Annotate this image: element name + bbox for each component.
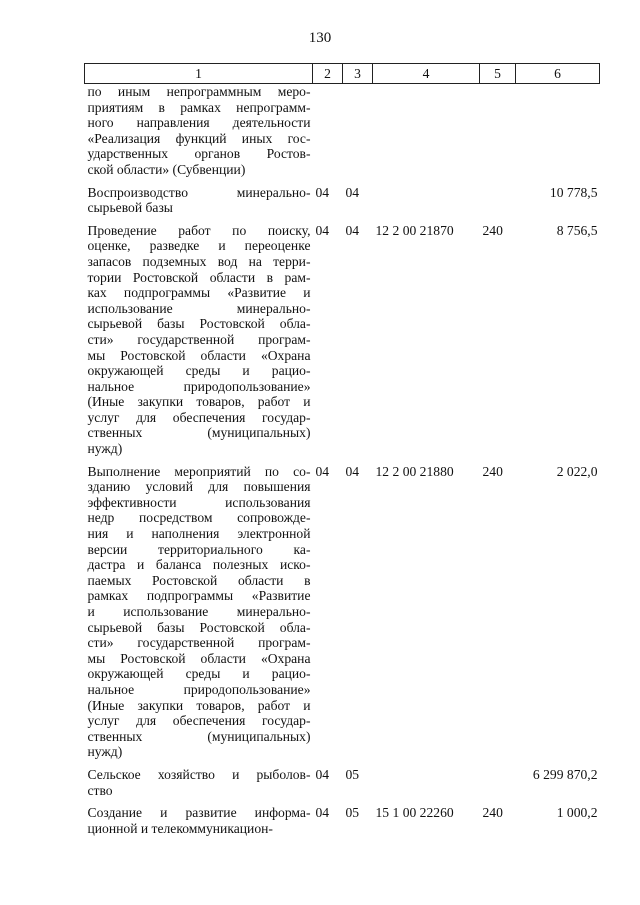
name-line: сырьевой базы Ростовской обла- (87, 619, 311, 635)
expense-type-cell: 240 (482, 463, 503, 479)
name-line: ударственных органов Ростов- (87, 146, 311, 162)
amount-cell (516, 84, 600, 185)
name-line: ках подпрограммы «Развитие и (87, 285, 311, 301)
section-cell: 04 (315, 766, 330, 782)
name-cell (85, 223, 313, 464)
expense-type-cell (480, 767, 516, 805)
name-line: ного направления деятельности (87, 115, 311, 131)
section-cell: 04 (315, 463, 330, 479)
target-article-cell (373, 185, 480, 223)
name-line: паемых Ростовской области в (87, 572, 311, 588)
table-row (85, 464, 600, 767)
name-line: мы Ростовской области «Охрана (87, 650, 311, 666)
subsection-cell: 05 (345, 805, 360, 821)
subsection-cell: 04 (345, 463, 360, 479)
subsection-cell: 04 (345, 184, 360, 200)
budget-table (84, 63, 600, 843)
name-line: (Иные закупки товаров, работ и (87, 697, 311, 713)
name-line: использование минерально- (87, 300, 311, 316)
name-line: сырьевой базы (87, 200, 173, 216)
name-line: Создание и развитие информа- (87, 805, 311, 821)
expense-type-cell (480, 185, 516, 223)
target-article-cell (373, 767, 480, 805)
name-line: по иным непрограммным меро- (87, 84, 311, 99)
table-row (85, 805, 600, 843)
name-line: Сельское хозяйство и рыболов- (87, 766, 311, 782)
amount-cell: 8 756,5 (556, 222, 598, 238)
table-body (85, 84, 600, 844)
expense-type-cell: 240 (482, 805, 503, 821)
name-line: «Реализация функций иных гос- (87, 130, 311, 146)
header-col-amount: 6 (516, 64, 600, 84)
name-line: Выполнение мероприятий по со- (87, 463, 311, 479)
name-line: ской области» (Субвенции) (87, 161, 246, 177)
amount-cell: 10 778,5 (549, 184, 598, 200)
name-line: и использование минерально- (87, 604, 311, 619)
header-col-target-article: 4 (373, 64, 480, 84)
name-line: эффективности использования (87, 494, 311, 510)
subsection-cell (343, 84, 373, 185)
name-cell (85, 185, 313, 223)
name-line: услуг для обеспечения государ- (87, 713, 311, 729)
header-col-subsection: 3 (343, 64, 373, 84)
name-line: окружающей среды и рацио- (87, 666, 311, 682)
name-line: рамках подпрограммы «Развитие (87, 588, 311, 604)
header-col-expense-type: 5 (480, 64, 516, 84)
target-article-cell (373, 84, 480, 185)
name-line: окружающей среды и рацио- (87, 363, 311, 379)
name-line: ство (87, 782, 113, 798)
table-header (85, 64, 600, 84)
section-cell: 04 (315, 805, 330, 821)
page-number: 130 (308, 30, 332, 46)
target-article-cell: 15 1 00 22260 (375, 805, 454, 821)
name-cell (85, 464, 313, 767)
name-line: ционной и телекоммуникацион- (87, 820, 273, 836)
name-line: недр посредством сопровожде- (87, 510, 311, 526)
name-cell (85, 805, 313, 843)
target-article-cell: 12 2 00 21880 (375, 463, 454, 479)
name-line: сти» государственной програм- (87, 635, 311, 651)
name-line: сырьевой базы Ростовской обла- (87, 316, 311, 332)
name-line: нужд) (87, 441, 123, 457)
name-line: ственных (муниципальных) (87, 728, 311, 744)
section-cell (313, 84, 343, 185)
name-cell (85, 767, 313, 805)
name-line: запасов подземных вод на терри- (87, 253, 311, 269)
name-line: дастра и баланса полезных иско- (87, 557, 311, 573)
amount-cell: 2 022,0 (556, 463, 598, 479)
subsection-cell: 05 (345, 766, 360, 782)
table-row (85, 767, 600, 805)
target-article-cell: 12 2 00 21870 (375, 222, 454, 238)
table-row (85, 223, 600, 464)
name-line: Проведение работ по поиску, (87, 222, 311, 238)
name-line: ственных (муниципальных) (87, 425, 311, 441)
name-line: тории Ростовской области в рам- (87, 269, 311, 285)
name-line: сти» государственной програм- (87, 331, 311, 347)
name-line: нальное природопользование» (87, 681, 311, 697)
name-line: услуг для обеспечения государ- (87, 409, 311, 425)
expense-type-cell: 240 (482, 222, 503, 238)
name-line: приятиям в рамках непрограмм- (87, 99, 311, 115)
subsection-cell: 04 (345, 222, 360, 238)
name-line: нальное природопользование» (87, 378, 311, 394)
header-col-section: 2 (313, 64, 343, 84)
name-line: версии территориального ка- (87, 541, 311, 557)
name-line: оценке, разведке и переоценке (87, 238, 311, 254)
section-cell: 04 (315, 222, 330, 238)
name-line: нужд) (87, 744, 123, 760)
header-col-name: 1 (85, 64, 313, 84)
name-line: ния и наполнения электронной (87, 526, 311, 542)
table-row (85, 185, 600, 223)
expense-type-cell (480, 84, 516, 185)
name-line: зданию условий для повышения (87, 479, 311, 495)
name-line: мы Ростовской области «Охрана (87, 347, 311, 363)
amount-cell: 1 000,2 (556, 805, 598, 821)
section-cell: 04 (315, 184, 330, 200)
name-cell (85, 84, 313, 185)
table-row (85, 84, 600, 185)
name-line: (Иные закупки товаров, работ и (87, 394, 311, 410)
name-line: Воспроизводство минерально- (87, 184, 311, 200)
amount-cell: 6 299 870,2 (532, 766, 598, 782)
